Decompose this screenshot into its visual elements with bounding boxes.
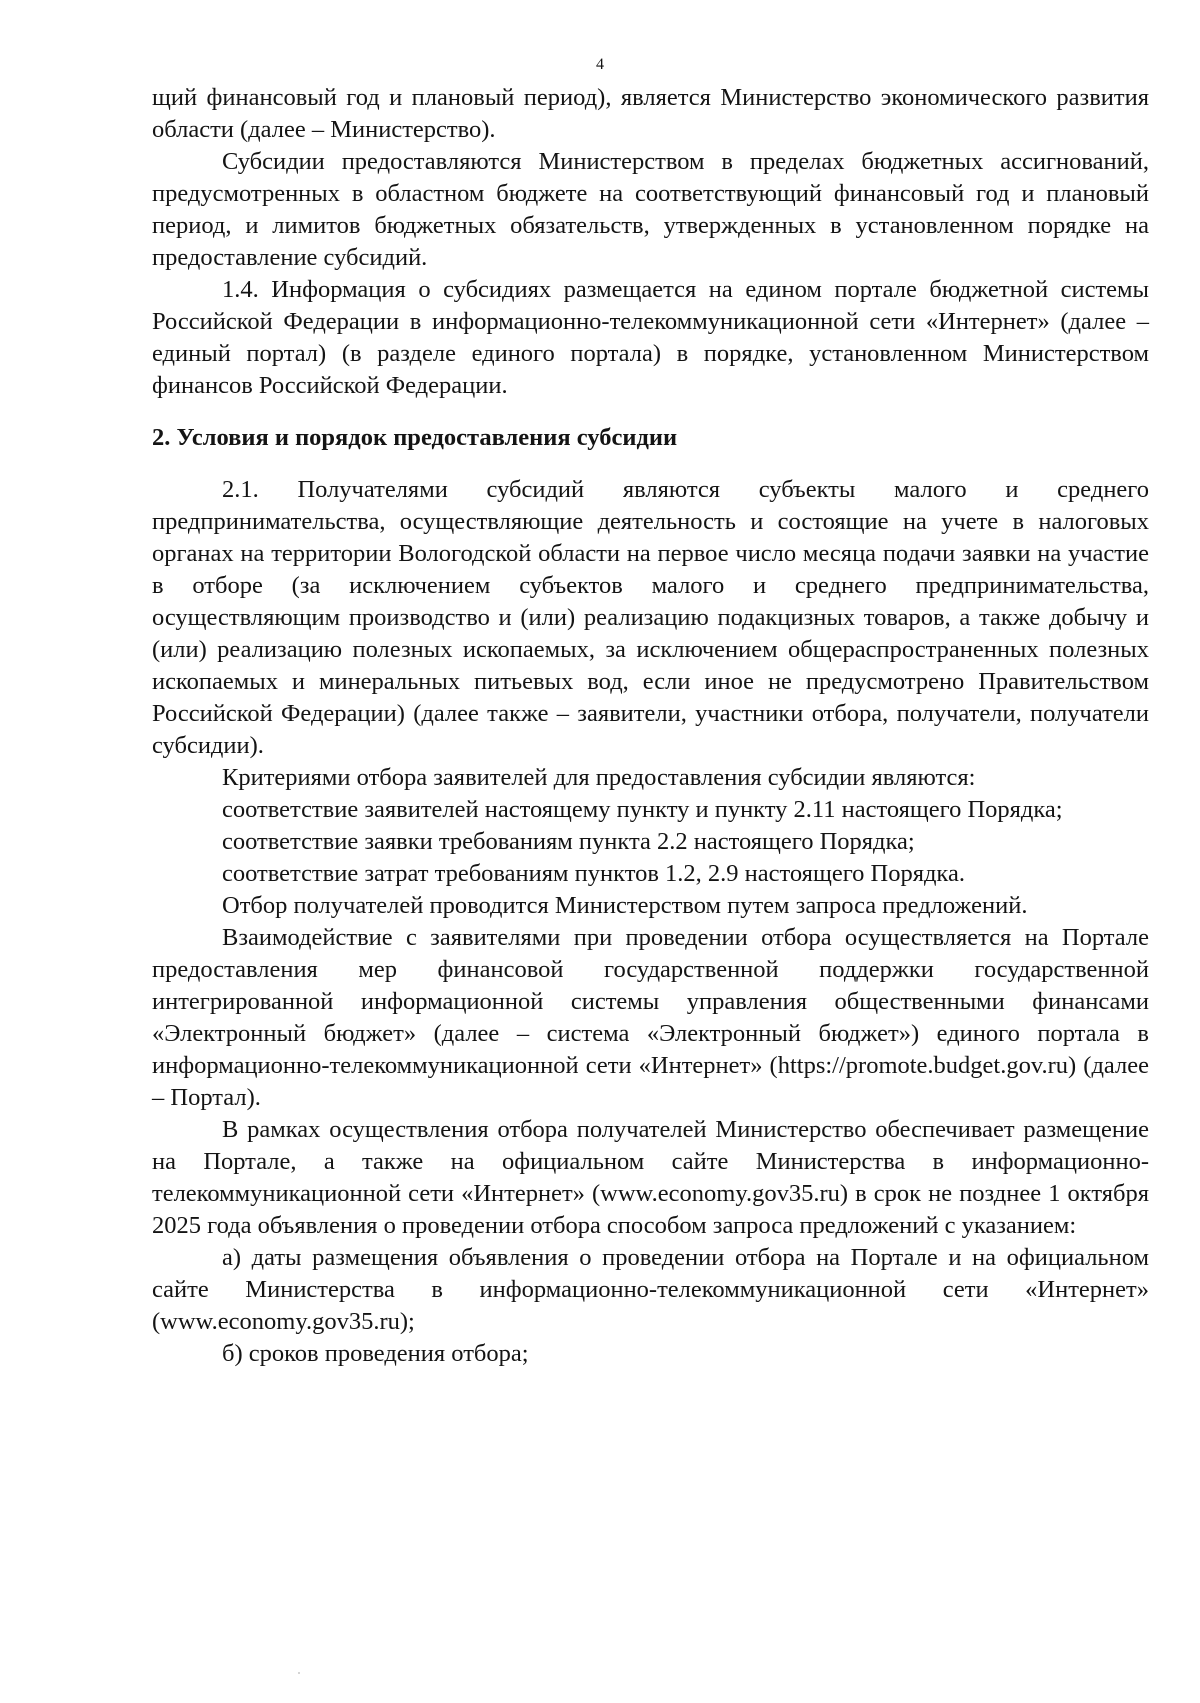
paragraph-criterion-3: соответствие затрат требованиям пунктов 1.2, 2.9 настоящего Порядка. bbox=[222, 860, 965, 887]
document-body bbox=[152, 82, 1149, 1370]
scan-artifact bbox=[298, 1672, 300, 1674]
spacer bbox=[152, 454, 1149, 474]
paragraph-criterion-2: соответствие заявки требованиям пункта 2.2 настоящего Порядка; bbox=[222, 828, 915, 855]
paragraph-selection-method: Отбор получателей проводится Министерством путем запроса предложений. bbox=[222, 892, 1028, 919]
paragraph-interaction: Взаимодействие с заявителями при проведении отбора осуществляется на Портале предоставления мер финансовой государственной поддержки государственной интегрированной информационной системы управления общественными финансами «Электронный бюджет» (далее – система «Электронный бюджет») единого портала в информационно-телекоммуникационной сети «Интернет» (https://promote.budget.gov.ru) (далее – Портал). bbox=[152, 924, 1149, 1111]
paragraph-criterion-1: соответствие заявителей настоящему пункту и пункту 2.11 настоящего Порядка; bbox=[222, 796, 1063, 823]
spacer bbox=[152, 402, 1149, 422]
section-heading: 2. Условия и порядок предоставления субсидии bbox=[152, 424, 678, 451]
page-number: 4 bbox=[596, 56, 604, 73]
paragraph-2-1: 2.1. Получателями субсидий являются субъекты малого и среднего предпринимательства, осуществляющие деятельность и состоящие на учете в налоговых органах на территории Вологодской области на первое число месяца подачи заявки на участие в отборе (за исключением субъектов малого и среднего предпринимательства, осуществляющим производство и (или) реализацию подакцизных товаров, а также добычу и (или) реализацию полезных ископаемых, за исключением общераспространенных полезных ископаемых и минеральных питьевых вод, если иное не предусмотрено Правительством Российской Федерации) (далее также – заявители, участники отбора, получатели, получатели субсидии). bbox=[152, 476, 1149, 759]
paragraph-continuation: щий финансовый год и плановый период), является Министерство экономического развития области (далее – Министерство). bbox=[152, 84, 1149, 143]
list-item-a: а) даты размещения объявления о проведении отбора на Портале и на официальном сайте Министерства в информационно-телекоммуникационной сети «Интернет» (www.economy.gov35.ru); bbox=[152, 1244, 1149, 1335]
paragraph-announcement: В рамках осуществления отбора получателей Министерство обеспечивает размещение на Портале, а также на официальном сайте Министерства в информационно-телекоммуникационной сети «Интернет» (www.economy.gov35.ru) в срок не позднее 1 октября 2025 года объявления о проведении отбора способом запроса предложений с указанием: bbox=[152, 1116, 1149, 1239]
paragraph-1-4: 1.4. Информация о субсидиях размещается на едином портале бюджетной системы Российской Федерации в информационно-телекоммуникационной сети «Интернет» (далее – единый портал) (в разделе единого портала) в порядке, установленном Министерством финансов Российской Федерации. bbox=[152, 276, 1149, 399]
paragraph-subsidies-provided: Субсидии предоставляются Министерством в пределах бюджетных ассигнований, предусмотренных в областном бюджете на соответствующий финансовый год и плановый период, и лимитов бюджетных обязательств, утвержденных в установленном порядке на предоставление субсидий. bbox=[152, 148, 1149, 271]
paragraph-criteria-intro: Критериями отбора заявителей для предоставления субсидии являются: bbox=[222, 764, 976, 791]
list-item-b: б) сроков проведения отбора; bbox=[222, 1340, 529, 1367]
